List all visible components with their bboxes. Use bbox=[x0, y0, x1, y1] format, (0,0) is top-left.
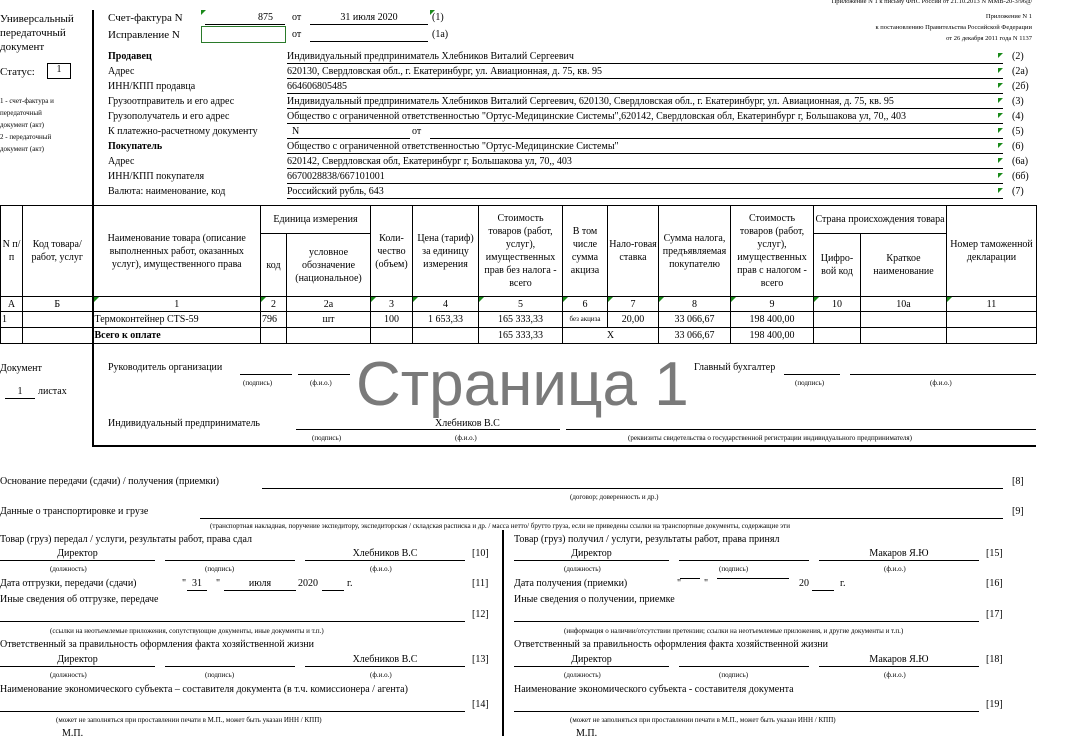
cell-name[interactable]: Термоконтейнер CTS-59 bbox=[93, 312, 261, 328]
row-label: Адрес bbox=[108, 156, 135, 167]
cell-excise[interactable]: без акциза bbox=[563, 312, 608, 328]
col-header: код bbox=[261, 234, 287, 297]
col-header: Нало-говая ставка bbox=[608, 206, 659, 297]
col-number bbox=[563, 297, 608, 312]
table-row bbox=[1, 312, 1037, 328]
row-value[interactable]: 6670028838/667101001 bbox=[287, 171, 1003, 184]
code: [10] bbox=[472, 548, 489, 559]
caption: (должность) bbox=[564, 671, 601, 679]
col-number-text: 8 bbox=[692, 298, 697, 310]
from-label: от bbox=[292, 29, 302, 40]
transport-label: Данные о транспортировке и грузе bbox=[0, 506, 149, 517]
caption: (может не заполняться при проставлении печати в М.П., может быть указан ИНН / КПП) bbox=[570, 716, 836, 724]
row-value[interactable]: 664606805485 bbox=[287, 81, 1003, 94]
document-title bbox=[0, 12, 74, 54]
col-number bbox=[23, 297, 93, 312]
date-label: Дата отгрузки, передачи (сдачи) bbox=[0, 578, 137, 589]
signature-line[interactable] bbox=[784, 374, 840, 375]
empty-cell bbox=[287, 328, 371, 344]
col-number bbox=[608, 297, 659, 312]
col-number bbox=[947, 297, 1037, 312]
column-numbers-row bbox=[1, 297, 1037, 312]
sheets-field[interactable]: 1 bbox=[5, 386, 35, 399]
code: (2) bbox=[1012, 51, 1024, 62]
col-number-text: А bbox=[7, 298, 16, 310]
fio-line[interactable] bbox=[850, 374, 1036, 375]
marker bbox=[998, 188, 1003, 193]
empty-cell bbox=[261, 328, 287, 344]
correction-label: Исправление N bbox=[108, 29, 180, 41]
row-value[interactable]: Российский рубль, 643 bbox=[287, 186, 1003, 199]
note: 2 - передаточный bbox=[0, 133, 52, 141]
code: [14] bbox=[472, 699, 489, 710]
basis-label: Основание передачи (сдачи) / получения (приемки) bbox=[0, 476, 219, 487]
col-number bbox=[861, 297, 947, 312]
row-label: Грузополучатель и его адрес bbox=[108, 111, 230, 122]
total-x: X bbox=[563, 328, 659, 344]
responsible-label: Ответственный за правильность оформления факта хозяйственной жизни bbox=[0, 639, 315, 650]
appendix-text: Приложение N 1 к письму ФНС России от 21.10.2013 N ММВ-20-3/96@ bbox=[831, 0, 1032, 5]
marker bbox=[371, 297, 376, 302]
col-number bbox=[731, 297, 814, 312]
col-header: Цифро-вой код bbox=[814, 234, 861, 297]
goods-table bbox=[0, 205, 1037, 344]
cell-n[interactable]: 1 bbox=[1, 312, 23, 328]
document-label: Документ bbox=[0, 363, 42, 374]
empty-cell bbox=[1, 328, 23, 344]
month-field[interactable] bbox=[717, 578, 789, 579]
code: (1а) bbox=[432, 29, 449, 40]
row-value[interactable]: Общество с ограниченной ответственностью "Ортус-Медицинские Системы" bbox=[287, 141, 1003, 154]
code: (6) bbox=[1012, 141, 1024, 152]
marker bbox=[261, 297, 266, 302]
divider bbox=[502, 530, 504, 736]
col-number-text: 1 bbox=[174, 298, 180, 310]
col-number bbox=[1, 297, 23, 312]
col-number-text: 2а bbox=[323, 298, 334, 310]
marker bbox=[731, 297, 736, 302]
name-field[interactable]: Макаров Я.Ю bbox=[819, 548, 979, 561]
appendix-text: к постановлению Правительства Российской Федерации bbox=[875, 24, 1032, 31]
page-watermark: Страница 1 bbox=[356, 350, 689, 419]
row-label: Грузоотправитель и его адрес bbox=[108, 96, 235, 107]
col-header: Краткое наименование bbox=[861, 234, 947, 297]
cell-cost[interactable]: 165 333,33 bbox=[479, 312, 563, 328]
marker bbox=[998, 98, 1003, 103]
caption: (информация о наличии/отсутствии претензии; ссылки на неотъемлемые приложения, и другие документы и т.п.) bbox=[564, 627, 904, 635]
code: (6б) bbox=[1012, 171, 1029, 182]
cell-unit-code[interactable]: 796 bbox=[261, 312, 287, 328]
year-suffix: г. bbox=[840, 578, 846, 589]
total-sum: 198 400,00 bbox=[731, 328, 814, 344]
caption: (должность) bbox=[50, 565, 87, 573]
note: документ (акт) bbox=[0, 145, 44, 153]
col-number-text: 10 bbox=[832, 298, 842, 310]
invoice-number-field[interactable]: 875 bbox=[205, 12, 285, 25]
status-notes bbox=[0, 95, 54, 155]
head-label: Руководитель организации bbox=[108, 362, 223, 373]
col-number-text: 5 bbox=[518, 298, 523, 310]
caption: (ссылки на неотъемлемые приложения, сопутствующие документы, иные документы и т.п.) bbox=[50, 627, 324, 635]
entity-field[interactable] bbox=[0, 711, 465, 712]
year-field[interactable] bbox=[322, 590, 344, 591]
day-field[interactable] bbox=[680, 578, 700, 579]
date-label: Дата получения (приемки) bbox=[514, 578, 628, 589]
caption: (подпись) bbox=[719, 671, 749, 679]
position-field[interactable]: Директор bbox=[514, 548, 669, 561]
col-number-text: 4 bbox=[443, 298, 448, 310]
marker bbox=[659, 297, 664, 302]
title-line: передаточный bbox=[0, 27, 66, 39]
cell-tax[interactable]: 33 066,67 bbox=[659, 312, 731, 328]
cell-unit-name[interactable]: шт bbox=[287, 312, 371, 328]
position-field[interactable]: Директор bbox=[0, 548, 155, 561]
caption: (подпись) bbox=[205, 565, 235, 573]
col-header: N п/п bbox=[1, 206, 23, 297]
from-label: от bbox=[412, 126, 422, 137]
code: (5) bbox=[1012, 126, 1024, 137]
note: документ (акт) bbox=[0, 121, 44, 129]
code: [18] bbox=[986, 654, 1003, 665]
accountant-label: Главный бухгалтер bbox=[694, 362, 776, 373]
marker bbox=[608, 297, 613, 302]
correction-date-field[interactable] bbox=[310, 29, 428, 42]
code: (3) bbox=[1012, 96, 1024, 107]
position-field[interactable]: Директор bbox=[514, 654, 669, 667]
entity-field[interactable] bbox=[514, 711, 979, 712]
cell-country-name[interactable] bbox=[861, 312, 947, 328]
cell-country-code[interactable] bbox=[814, 312, 861, 328]
col-number-text: 2 bbox=[271, 298, 276, 310]
payment-doc-date[interactable] bbox=[430, 138, 1003, 139]
code: [11] bbox=[472, 578, 489, 589]
col-header: условное обозначение (национальное) bbox=[287, 234, 371, 297]
col-number bbox=[413, 297, 479, 312]
col-number bbox=[287, 297, 371, 312]
other-label: Иные сведения об отгрузке, передаче bbox=[0, 594, 159, 605]
code: (6а) bbox=[1012, 156, 1029, 167]
col-number-text: 3 bbox=[389, 298, 394, 310]
code: (4) bbox=[1012, 111, 1024, 122]
col-header: Стоимость товаров (работ, услуг), имущественных прав без налога - всего bbox=[479, 206, 563, 297]
other-field[interactable] bbox=[0, 621, 465, 622]
other-label: Иные сведения о получении, приемке bbox=[514, 594, 675, 605]
invoice-date-field[interactable]: 31 июля 2020 bbox=[310, 12, 428, 25]
row-label: Адрес bbox=[108, 66, 135, 77]
title-line: Универсальный bbox=[0, 13, 74, 25]
empty-cell bbox=[371, 328, 413, 344]
payment-doc-number[interactable]: N bbox=[287, 126, 410, 139]
invoice-label: Счет-фактура N bbox=[108, 12, 183, 24]
col-number bbox=[371, 297, 413, 312]
caption: (должность) bbox=[50, 671, 87, 679]
divider bbox=[92, 445, 1036, 447]
caption: (может не заполняться при проставлении печати в М.П., может быть указан ИНН / КПП) bbox=[56, 716, 322, 724]
marker bbox=[94, 297, 99, 302]
fio-line[interactable] bbox=[298, 374, 350, 375]
caption: (ф.и.о.) bbox=[310, 379, 332, 387]
cell-total[interactable]: 198 400,00 bbox=[731, 312, 814, 328]
quote: " bbox=[182, 578, 187, 589]
col-number bbox=[479, 297, 563, 312]
year: 2020 bbox=[298, 578, 318, 589]
caption: (ф.и.о.) bbox=[884, 671, 906, 679]
col-number-text: 6 bbox=[582, 298, 588, 310]
marker bbox=[998, 68, 1003, 73]
empty-cell bbox=[23, 328, 93, 344]
col-number-text: 9 bbox=[769, 298, 775, 310]
col-number bbox=[814, 297, 861, 312]
caption: (ф.и.о.) bbox=[930, 379, 952, 387]
code: [15] bbox=[986, 548, 1003, 559]
total-tax: 33 066,67 bbox=[659, 328, 731, 344]
col-number-text: 10а bbox=[896, 298, 911, 310]
marker bbox=[563, 297, 568, 302]
marker bbox=[998, 173, 1003, 178]
row-label: ИНН/КПП покупателя bbox=[108, 171, 205, 182]
other-field[interactable] bbox=[514, 621, 979, 622]
col-header: Коли-чество (объем) bbox=[371, 206, 413, 297]
from-label: от bbox=[292, 12, 302, 23]
title-line: документ bbox=[0, 41, 45, 53]
code: [13] bbox=[472, 654, 489, 665]
cell-decl[interactable] bbox=[947, 312, 1037, 328]
row-label: К платежно-расчетному документу bbox=[108, 126, 258, 137]
code: [9] bbox=[1012, 506, 1024, 517]
year-field[interactable] bbox=[812, 590, 834, 591]
marker bbox=[998, 83, 1003, 88]
code: (2а) bbox=[1012, 66, 1029, 77]
note: 1 - счет-фактура и bbox=[0, 97, 54, 105]
col-header: Наименование товара (описание выполненных работ, оказанных услуг), имущественного права bbox=[93, 206, 261, 297]
note: передаточный bbox=[0, 109, 42, 117]
row-value[interactable]: Индивидуальный предприниматель Хлебников Виталий Сергеевич bbox=[287, 51, 1003, 64]
marker bbox=[998, 53, 1003, 58]
entity-label: Наименование экономического субъекта - составителя документа bbox=[514, 684, 794, 695]
signature-line[interactable] bbox=[679, 666, 809, 667]
code: (7) bbox=[1012, 186, 1024, 197]
empty-cell bbox=[947, 328, 1037, 344]
year: 20 bbox=[799, 578, 809, 589]
row-value[interactable]: Общество с ограниченной ответственностью "Ортус-Медицинские Системы",620142, Свердловская обл, Екатеринбург г, Большакова ул, 70,, 403 bbox=[287, 111, 1003, 124]
code: [12] bbox=[472, 609, 489, 620]
row-value[interactable]: 620142, Свердловская обл, Екатеринбург г, Большакова ул, 70,, 403 bbox=[287, 156, 1003, 169]
cell-code[interactable] bbox=[23, 312, 93, 328]
col-header: Стоимость товаров (работ, услуг), имущественных прав с налогом - всего bbox=[731, 206, 814, 297]
total-label: Всего к оплате bbox=[93, 328, 261, 344]
empty-cell bbox=[413, 328, 479, 344]
empty-cell bbox=[814, 328, 861, 344]
caption: (подпись) bbox=[205, 671, 235, 679]
basis-field[interactable] bbox=[262, 488, 1003, 489]
row-label: Покупатель bbox=[108, 141, 163, 152]
col-number bbox=[261, 297, 287, 312]
caption: (ф.и.о.) bbox=[370, 671, 392, 679]
code: (2б) bbox=[1012, 81, 1029, 92]
col-number bbox=[93, 297, 261, 312]
caption: (подпись) bbox=[795, 379, 825, 387]
row-label: Продавец bbox=[108, 51, 152, 62]
status-field[interactable]: 1 bbox=[47, 63, 71, 79]
signature-line[interactable] bbox=[165, 560, 295, 561]
year-suffix: г. bbox=[347, 578, 353, 589]
cell-rate[interactable]: 20,00 bbox=[608, 312, 659, 328]
marker bbox=[998, 128, 1003, 133]
sheets-label: листах bbox=[38, 386, 67, 397]
name-field[interactable]: Макаров Я.Ю bbox=[819, 654, 979, 667]
marker bbox=[998, 143, 1003, 148]
caption: (транспортная накладная, поручение экспедитору, экспедиторская / складская расписка и др. / масса нетто/ брутто груза, если не приведены ссылки на транспортные документы, содержащие эти bbox=[210, 522, 790, 530]
col-number-text: 11 bbox=[986, 298, 997, 310]
marker bbox=[814, 297, 819, 302]
col-number-text: Б bbox=[54, 298, 61, 310]
caption: (ф.и.о.) bbox=[370, 565, 392, 573]
appendix-text: от 26 декабря 2011 года N 1137 bbox=[946, 35, 1032, 42]
marker bbox=[413, 297, 418, 302]
transport-field[interactable] bbox=[200, 518, 1003, 519]
code: (1) bbox=[432, 12, 444, 23]
code: [19] bbox=[986, 699, 1003, 710]
caption: (должность) bbox=[564, 565, 601, 573]
col-header: Страна происхождения товара bbox=[814, 206, 947, 234]
caption: (ф.и.о.) bbox=[884, 565, 906, 573]
col-header: В том числе сумма акциза bbox=[563, 206, 608, 297]
quote: " bbox=[216, 578, 221, 589]
row-label: ИНН/КПП продавца bbox=[108, 81, 196, 92]
month-field[interactable]: июля bbox=[224, 578, 296, 591]
table-header bbox=[1, 206, 1037, 234]
cell-price[interactable]: 1 653,33 bbox=[413, 312, 479, 328]
stamp-place: М.П. bbox=[62, 728, 84, 736]
signature-line[interactable] bbox=[165, 666, 295, 667]
name-field[interactable]: Хлебников В.С bbox=[305, 654, 465, 667]
day-field[interactable]: 31 bbox=[187, 578, 207, 591]
col-header: Единица измерения bbox=[261, 206, 371, 234]
marker bbox=[998, 113, 1003, 118]
code: [17] bbox=[986, 609, 1003, 620]
ip-label: Индивидуальный предприниматель bbox=[108, 418, 260, 429]
entity-label: Наименование экономического субъекта – составителя документа (в т.ч. комиссионера / агента) bbox=[0, 684, 408, 695]
stamp-place: М.П. bbox=[576, 728, 598, 736]
col-header: Номер таможенной декларации bbox=[947, 206, 1037, 297]
responsible-label: Ответственный за правильность оформления факта хозяйственной жизни bbox=[514, 639, 829, 650]
requisites-line[interactable] bbox=[566, 429, 1036, 430]
total-row bbox=[1, 328, 1037, 344]
name-field[interactable]: Хлебников В.С bbox=[305, 548, 465, 561]
signature-line[interactable] bbox=[240, 374, 292, 375]
col-header: Код товара/ работ, услуг bbox=[23, 206, 93, 297]
signature-line[interactable] bbox=[679, 560, 809, 561]
marker bbox=[479, 297, 484, 302]
quote: " bbox=[704, 578, 709, 589]
position-field[interactable]: Директор bbox=[0, 654, 155, 667]
ip-name: Хлебников В.С bbox=[435, 418, 500, 429]
caption: (подпись) bbox=[312, 434, 342, 442]
col-number bbox=[659, 297, 731, 312]
row-label: Валюта: наименование, код bbox=[108, 186, 226, 197]
section-title: Товар (груз) передал / услуги, результаты работ, права сдал bbox=[0, 534, 252, 545]
caption: (ф.и.о.) bbox=[455, 434, 477, 442]
code: [16] bbox=[986, 578, 1003, 589]
caption: (подпись) bbox=[719, 565, 749, 573]
row-value[interactable]: 620130, Свердловская обл., г. Екатеринбург, ул. Авиационная, д. 75, кв. 95 bbox=[287, 66, 1003, 79]
appendix-text: Приложение N 1 bbox=[985, 13, 1032, 20]
caption: (подпись) bbox=[243, 379, 273, 387]
quote: " bbox=[677, 578, 682, 589]
col-header: Сумма налога, предъявляемая покупателю bbox=[659, 206, 731, 297]
correction-number-field[interactable] bbox=[201, 26, 286, 43]
col-number-text: 7 bbox=[630, 298, 636, 310]
code: [8] bbox=[1012, 476, 1024, 487]
marker bbox=[947, 297, 952, 302]
total-cost: 165 333,33 bbox=[479, 328, 563, 344]
signature-line[interactable] bbox=[296, 429, 560, 430]
section-title: Товар (груз) получил / услуги, результаты работ, права принял bbox=[514, 534, 780, 545]
status-label: Статус: bbox=[0, 66, 35, 78]
caption: (договор; доверенность и др.) bbox=[570, 493, 659, 501]
marker bbox=[998, 158, 1003, 163]
col-header: Цена (тариф) за единицу измерения bbox=[413, 206, 479, 297]
cell-qty[interactable]: 100 bbox=[371, 312, 413, 328]
caption: (реквизиты свидетельства о государственной регистрации индивидуального предпринимателя) bbox=[628, 434, 912, 442]
row-value[interactable]: Индивидуальный предприниматель Хлебников Виталий Сергеевич, 620130, Свердловская обл., г. Екатеринбург, ул. Авиационная, д. 75, кв. 95 bbox=[287, 96, 1003, 109]
empty-cell bbox=[861, 328, 947, 344]
